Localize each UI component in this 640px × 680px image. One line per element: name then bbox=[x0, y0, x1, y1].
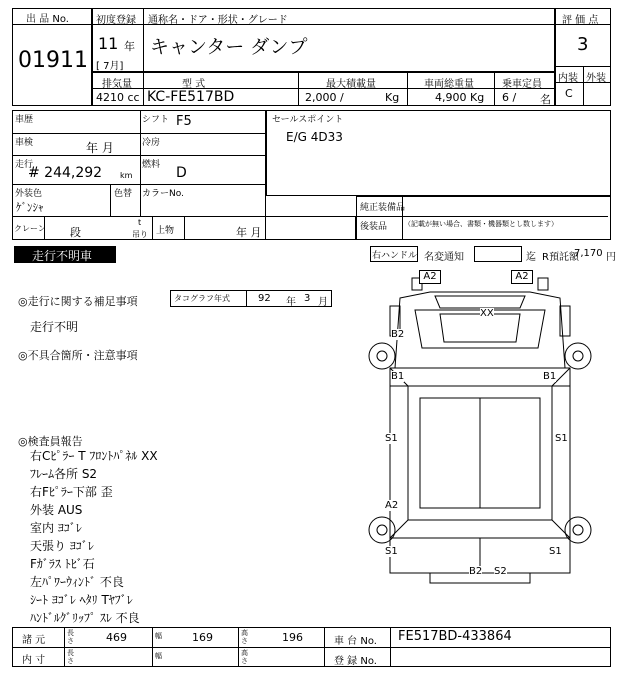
platform-value: 年 月 bbox=[236, 226, 262, 239]
sales-point-value: E/G 4D33 bbox=[286, 130, 343, 144]
max-load-label: 最大積載量 bbox=[326, 79, 376, 90]
mark-s1-bottom-right: S1 bbox=[549, 546, 562, 557]
exterior-color-value: ｹﾞﾝｼｬ bbox=[16, 201, 44, 214]
inspector-line: ﾌﾚｰﾑ各所 S2 bbox=[30, 467, 98, 481]
running-heading: ◎走行に関する補足事項 bbox=[18, 295, 138, 308]
height-value: 196 bbox=[282, 631, 303, 644]
name-change-box bbox=[474, 246, 522, 262]
tacho-year: 92 bbox=[258, 293, 271, 304]
deadline-label: 迄 bbox=[526, 252, 536, 263]
mark-a2-top-left: A2 bbox=[419, 270, 441, 284]
inspector-line: 左ﾊﾟﾜｰｳｨﾝﾄﾞ 不良 bbox=[30, 575, 124, 589]
interior-grade-label: 内装 bbox=[558, 73, 578, 84]
mileage-value: # 244,292 bbox=[28, 165, 103, 181]
color-change-label: 色替 bbox=[114, 189, 133, 199]
length-value: 469 bbox=[106, 631, 127, 644]
rating-label: 評 価 点 bbox=[562, 15, 599, 26]
interior-dims-label: 内 寸 bbox=[22, 655, 46, 666]
inspection-value: 年 月 bbox=[86, 141, 114, 155]
mark-s1-right: S1 bbox=[555, 433, 568, 444]
mileage-label: 走行 bbox=[15, 160, 34, 170]
inspector-heading: ◎検査員報告 bbox=[18, 435, 83, 448]
inspector-line: 右Cﾋﾟﾗｰ T ﾌﾛﾝﾄﾊﾟﾈﾙ XX bbox=[30, 449, 158, 463]
sales-point-label: セールスポイント bbox=[272, 115, 344, 125]
defects-heading: ◎不具合箇所・注意事項 bbox=[18, 349, 138, 362]
rating-value: 3 bbox=[577, 34, 589, 55]
interior-width-label: 幅 bbox=[155, 652, 162, 660]
inspector-line: ｼｰﾄ ﾖｺﾞﾚ ﾍﾀﾘ Tﾔﾌﾞﾚ bbox=[30, 593, 133, 607]
inspection-label: 車検 bbox=[15, 138, 34, 148]
recycle-value: 7,170 bbox=[574, 248, 603, 259]
car-name-label: 通称名・ドア・形状・グレード bbox=[148, 15, 288, 26]
shift-value: F5 bbox=[176, 114, 192, 129]
recycle-label: R預託額 bbox=[542, 252, 579, 263]
right-hand-text: 右ハンドル bbox=[372, 251, 418, 261]
first-reg-label: 初度登録 bbox=[96, 15, 136, 26]
mileage-unit: km bbox=[120, 171, 133, 180]
platform-label: 上物 bbox=[156, 226, 175, 236]
gross-weight-label: 車両総重量 bbox=[424, 79, 474, 90]
displacement-value: 4210 cc bbox=[96, 91, 140, 104]
width-value: 169 bbox=[192, 631, 213, 644]
year-unit: 年 bbox=[124, 40, 135, 53]
gross-weight-value: 4,900 Kg bbox=[435, 91, 485, 104]
mark-b1-left: B1 bbox=[391, 371, 405, 382]
tacho-month: 3 bbox=[304, 293, 311, 304]
mark-a2-top-right: A2 bbox=[511, 270, 533, 284]
ac-label: 冷房 bbox=[142, 138, 161, 148]
inspector-line: 室内 ﾖｺﾞﾚ bbox=[30, 521, 82, 535]
mark-xx: XX bbox=[480, 308, 494, 319]
aftermarket-note: （記載が無い場合、書類・機器類とし数します） bbox=[404, 220, 558, 228]
name-change-label: 名変通知 bbox=[424, 252, 464, 263]
displacement-label: 排気量 bbox=[102, 79, 132, 90]
interior-grade-value: C bbox=[565, 87, 573, 100]
crane-label: クレーン bbox=[14, 224, 46, 233]
inspector-line: 右Fﾋﾟﾗｰ下部 歪 bbox=[30, 485, 113, 499]
status-banner-text: 走行不明車 bbox=[32, 249, 93, 263]
chassis-label: 車 台 No. bbox=[334, 636, 377, 647]
lot-number: 01911 bbox=[18, 48, 88, 73]
standard-equip-label: 純正装備品 bbox=[360, 203, 406, 213]
running-note: 走行不明 bbox=[30, 320, 79, 334]
interior-height-label: 高さ bbox=[241, 649, 248, 665]
model-label: 型 式 bbox=[182, 79, 206, 90]
lot-label: 出 品 No. bbox=[26, 14, 69, 25]
max-load-value: 2,000 / bbox=[305, 91, 344, 104]
mark-b2-bottom: B2 bbox=[469, 566, 483, 577]
height-label: 高さ bbox=[241, 629, 248, 645]
interior-length-label: 長さ bbox=[67, 649, 74, 665]
color-code-label: カラーNo. bbox=[142, 189, 184, 199]
crane-value: 段 bbox=[70, 226, 81, 239]
fuel-label: 燃料 bbox=[142, 160, 161, 170]
inspector-line: 天張り ﾖｺﾞﾚ bbox=[30, 539, 94, 553]
fuel-value: D bbox=[176, 165, 187, 181]
mark-a2-left: A2 bbox=[385, 500, 399, 511]
mark-s1-bottom-left: S1 bbox=[385, 546, 398, 557]
inspector-line: Fｶﾞﾗｽ ﾄﾋﾞ石 bbox=[30, 557, 95, 571]
car-name: キャンター ダンプ bbox=[150, 36, 308, 58]
max-load-unit: Kg bbox=[385, 91, 400, 104]
inspector-line: ﾊﾝﾄﾞﾙｸﾞﾘｯﾌﾟ ｽﾚ 不良 bbox=[30, 611, 140, 625]
capacity-label: 乗車定員 bbox=[502, 79, 542, 90]
length-label: 長さ bbox=[67, 629, 74, 645]
first-reg-year: 11 bbox=[98, 34, 119, 53]
shift-label: シフト bbox=[142, 115, 170, 125]
width-label: 幅 bbox=[155, 632, 162, 640]
tacho-year-unit: 年 bbox=[286, 297, 296, 308]
mark-b1-right: B1 bbox=[543, 371, 557, 382]
first-reg-month: [ 7月] bbox=[96, 61, 124, 72]
tacho-label: タコグラフ年式 bbox=[174, 294, 230, 303]
model-code: KC-FE517BD bbox=[147, 89, 235, 105]
registration-label: 登 録 No. bbox=[334, 656, 377, 667]
mark-s2-bottom: S2 bbox=[494, 566, 507, 577]
capacity-unit: 名 bbox=[540, 93, 551, 106]
yen-unit: 円 bbox=[606, 252, 616, 263]
capacity-value: 6 / bbox=[502, 91, 517, 104]
history-label: 車歴 bbox=[15, 115, 34, 125]
exterior-grade-label: 外装 bbox=[586, 73, 606, 84]
mark-b2-left: B2 bbox=[391, 329, 405, 340]
exterior-color-label: 外装色 bbox=[15, 189, 43, 199]
crane-t: t bbox=[138, 218, 142, 227]
chassis-number: FE517BD-433864 bbox=[398, 629, 512, 644]
inspector-line: 外装 AUS bbox=[30, 503, 83, 517]
crane-suspend: 吊り bbox=[132, 230, 148, 239]
mark-s1-left: S1 bbox=[385, 433, 398, 444]
tacho-month-unit: 月 bbox=[318, 297, 328, 308]
aftermarket-label: 後装品 bbox=[360, 222, 388, 232]
dims-label: 諸 元 bbox=[22, 635, 46, 646]
